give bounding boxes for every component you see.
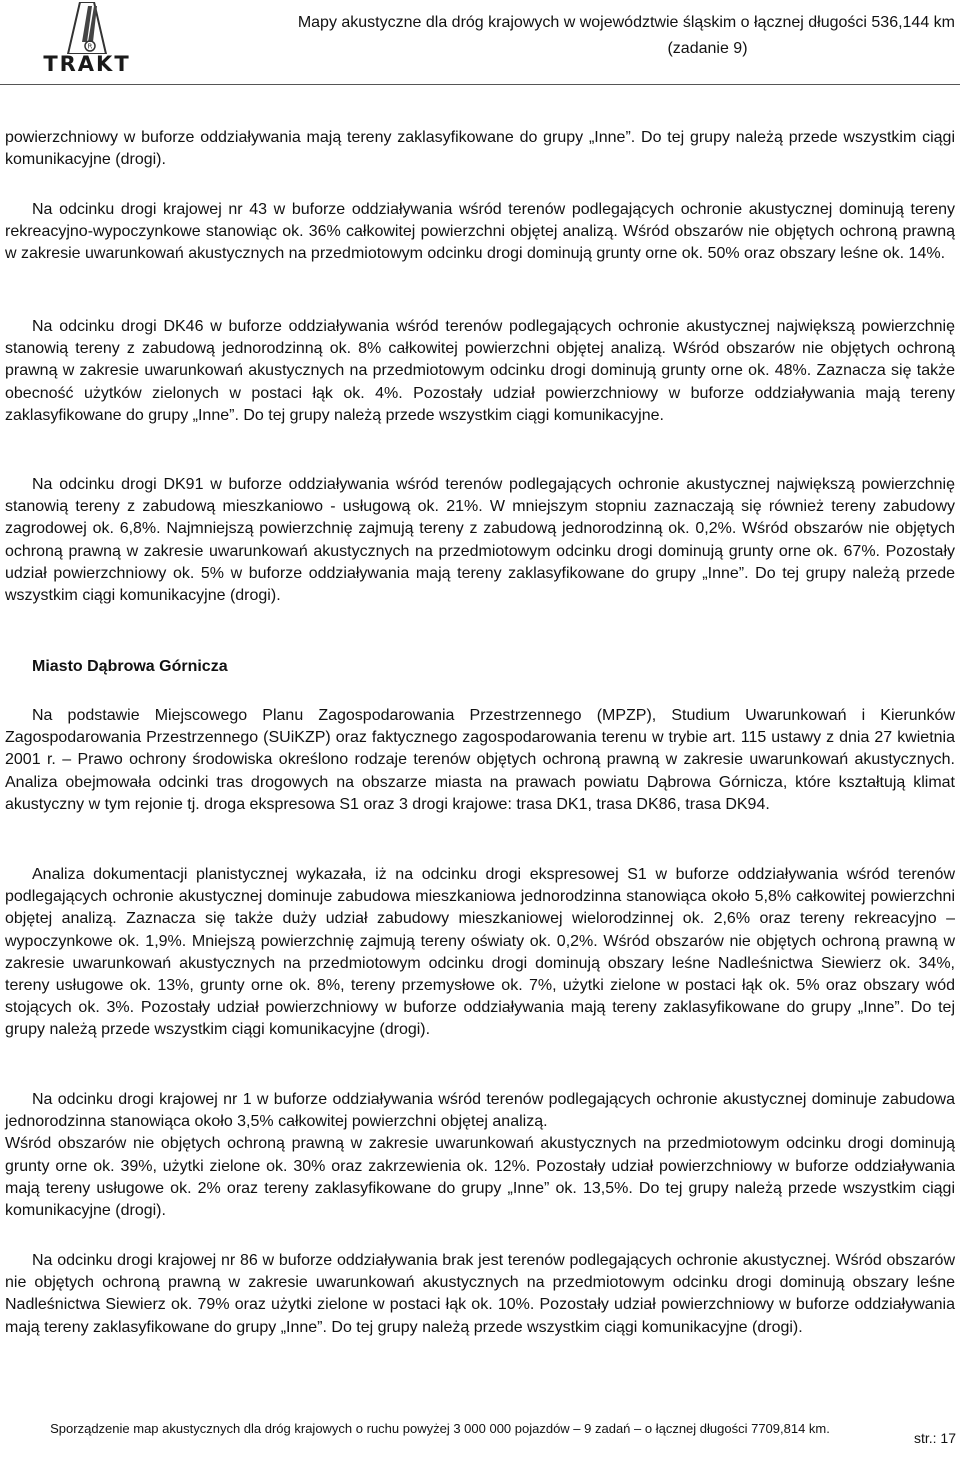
page-number: str.: 17 — [913, 1430, 956, 1446]
page-header — [0, 0, 960, 80]
paragraph-mpzp: Na podstawie Miejscowego Planu Zagospodarowania Przestrzennego (MPZP), Studium Uwarunkowań i Kierunków Zagospodarowania Przestrzennego (SUiKZP) oraz faktycznego zagospodarowania terenu w trybie art. 115 ustawy z dnia 27 kwietnia 2001 r. – Prawo ochrony środowiska określono rodzaje terenów objętych ochroną prawną w zakresie uwarunkowań akustycznych. Analiza obejmowała odcinki tras drogowych na obszarze miasta na prawach powiatu Dąbrowa Górnicza, które kształtują klimat akustyczny w tym rejonie tj. droga ekspresowa S1 oraz 3 drogi krajowe: trasa DK1, trasa DK86, trasa DK94. — [5, 707, 955, 813]
paragraph-dk1: Na odcinku drogi krajowej nr 1 w buforze oddziaływania wśród terenów podlegających ochronie akustycznej dominuje zabudowa jednorodzinna stanowiąca około 3,5% całkowitej powierzchni objętej analizą. Wśród obszarów nie objętych ochroną prawną w zakresie uwarunkowań akustycznych na przedmiotowym odcinku drogi dominują grunty orne ok. 39%, użytki zielone ok. 30% oraz zakrzewienia ok. 12%. Pozostały udział powierzchniowy w buforze oddziaływania mają tereny usługowe ok. 2% oraz tereny zaklasyfikowane do grupy „Inne” ok. 13,5%. Do tej grupy należą przede wszystkim ciągi komunikacyjne (drogi). — [5, 1089, 955, 1222]
paragraph-dk1-continued: Wśród obszarów nie objętych ochroną prawną w zakresie uwarunkowań akustycznych na przedmiotowym odcinku drogi dominują grunty orne ok. 39%, użytki zielone ok. 30% oraz zakrzewienia ok. 12%. Pozostały udział powierzchniowy w buforze oddziaływania mają tereny usługowe ok. 2% oraz tereny zaklasyfikowane do grupy „Inne” ok. 13,5%. Do tej grupy należą przede wszystkim ciągi komunikacyjne (drogi). — [5, 1135, 955, 1220]
logo-wordmark: TRAKT — [43, 52, 131, 76]
paragraph-1: powierzchniowy w buforze oddziaływania mają tereny zaklasyfikowane do grupy „Inne”. Do tej grupy należą przede wszystkim ciągi komunikacyjne (drogi). — [5, 129, 955, 169]
footer-text: Sporządzenie map akustycznych dla dróg krajowych o ruchu powyżej 3 000 000 pojazdów – 9 zadań – o łącznej długości 7709,814 km. — [50, 1421, 830, 1436]
header-title: Mapy akustyczne dla dróg krajowych w województwie śląskim o łącznej długości 536,144 km — [297, 14, 955, 31]
header-divider — [0, 84, 960, 85]
paragraph-dk46: Na odcinku drogi DK46 w buforze oddziaływania wśród terenów podlegających ochronie akustycznej największą powierzchnię stanowią tereny z zabudową jednorodzinną ok. 8% całkowitej powierzchni objętej analizą. Wśród obszarów nie objętych ochroną prawną w zakresie uwarunkowań akustycznych na przedmiotowym odcinku drogi dominują grunty orne ok. 48%. Zaznacza się także obecność użytków zielonych w postaci łąk ok. 4%. Pozostały udział powierzchniowy w buforze oddziaływania mają tereny zaklasyfikowane do grupy „Inne”. Do tej grupy należą przede wszystkim ciągi komunikacyjne. — [5, 318, 955, 424]
section-heading: Miasto Dąbrowa Górnicza — [32, 658, 228, 675]
header-subtitle: (zadanie 9) — [667, 40, 748, 57]
svg-text:R: R — [87, 42, 93, 51]
logo-road-icon — [60, 2, 114, 54]
paragraph-s1: Analiza dokumentacji planistycznej wykazała, iż na odcinku drogi ekspresowej S1 w buforze oddziaływania wśród terenów podlegających ochronie akustycznej dominuje zabudowa mieszkaniowa jednorodzinna stanowiąca około 5,8% całkowitej powierzchni objętej analizą. Zaznacza się także duży udział zabudowy mieszkaniowej wielorodzinnej ok. 2,6% oraz tereny rekreacyjno – wypoczynkowe ok. 1,9%. Mniejszą powierzchnię zajmują tereny oświaty ok. 0,2%. Wśród obszarów nie objętych ochroną prawną w zakresie uwarunkowań akustycznych na przedmiotowym odcinku drogi dominują obszary leśne Nadleśnictwa Siewierz ok. 34%, tereny usługowe ok. 13%, grunty orne ok. 8%, tereny przemysłowe ok. 7%, użytki zielone w postaci łąk ok. 5% oraz obszary wód stojących ok. 3%. Pozostały udział powierzchniowy w buforze oddziaływania mają tereny zaklasyfikowane do grupy „Inne”. Do tej grupy należą przede wszystkim ciągi komunikacyjne (drogi). — [5, 866, 955, 1039]
trakt-logo — [28, 2, 146, 74]
paragraph-dk91: Na odcinku drogi DK91 w buforze oddziaływania wśród terenów podlegających ochronie akustycznej największą powierzchnię stanowią tereny z zabudową mieszkaniowo - usługową ok. 21%. W mniejszym stopniu zaznaczają się również tereny zabudowy zagrodowej ok. 6,8%. Najmniejszą powierzchnię zajmują tereny z zabudową jednorodzinną ok. 0,2%. Wśród obszarów nie objętych ochroną prawną w zakresie uwarunkowań akustycznych na przedmiotowym odcinku drogi dominują grunty orne ok. 67%. Pozostały udział powierzchniowy ok. 5% w buforze oddziaływania mają tereny zaklasyfikowane do grupy „Inne”. Do tej grupy należą przede wszystkim ciągi komunikacyjne (drogi). — [5, 476, 955, 605]
paragraph-dk43: Na odcinku drogi krajowej nr 43 w buforze oddziaływania wśród terenów podlegających ochronie akustycznej dominują tereny rekreacyjno-wypoczynkowe stanowiąc ok. 36% całkowitej powierzchni objętej analizą. Wśród obszarów nie objętych ochroną prawną w zakresie uwarunkowań akustycznych na przedmiotowym odcinku drogi dominują grunty orne ok. 50% oraz obszary leśne ok. 14%. — [5, 201, 955, 263]
paragraph-dk86: Na odcinku drogi krajowej nr 86 w buforze oddziaływania brak jest terenów podlegających ochronie akustycznej. Wśród obszarów nie objętych ochroną prawną w zakresie uwarunkowań akustycznych na przedmiotowym odcinku drogi dominują obszary leśne Nadleśnictwa Siewierz ok. 79% oraz użytki zielone w postaci łąk ok. 10%. Pozostały udział powierzchniowy w buforze oddziaływania mają tereny zaklasyfikowane do grupy „Inne”. Do tej grupy należą przede wszystkim ciągi komunikacyjne (drogi). — [5, 1252, 955, 1336]
